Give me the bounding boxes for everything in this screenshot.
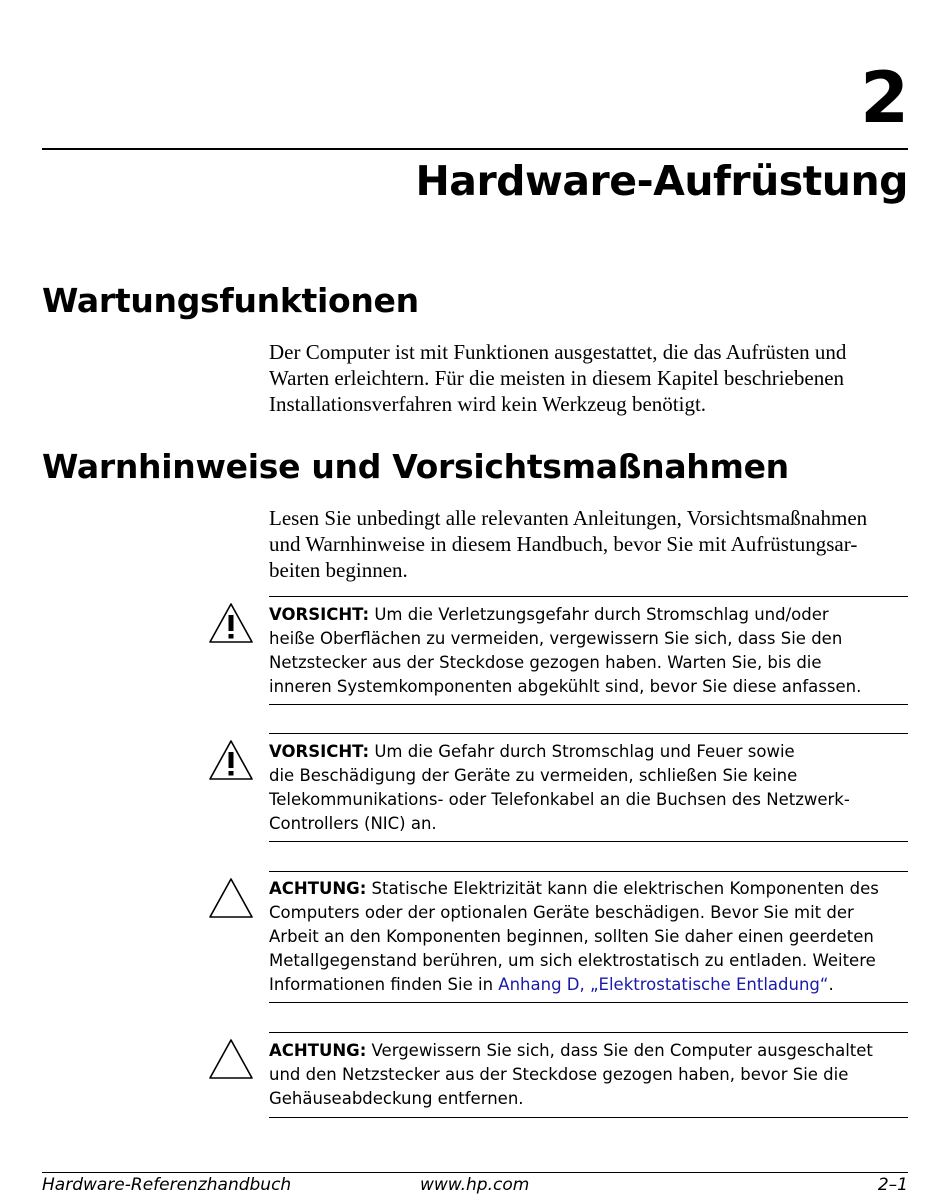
notice-line: Vergewissern Sie sich, dass Sie den Computer ausgeschaltet — [366, 1041, 873, 1060]
footer-website: www.hp.com — [420, 1175, 530, 1195]
paragraph-line: Installationsverfahren wird kein Werkzeug benötigt. — [269, 392, 707, 416]
notice-first-line — [269, 1039, 909, 1063]
notice-top-rule — [269, 871, 908, 872]
notice-first-line — [269, 740, 909, 764]
notice-line: heiße Oberflächen zu vermeiden, vergewissern Sie sich, dass Sie den — [269, 629, 843, 648]
warning-exclamation-triangle-icon — [208, 739, 254, 781]
section-paragraph-warnhinweise — [269, 505, 919, 583]
paragraph-line: Der Computer ist mit Funktionen ausgestattet, die das Aufrüsten und — [269, 340, 847, 364]
notice-line: Gehäuseabdeckung entfernen. — [269, 1089, 524, 1108]
notice-label: ACHTUNG: — [269, 879, 367, 898]
notice-bottom-rule — [269, 704, 908, 705]
notice-line: Arbeit an den Komponenten beginnen, sollten Sie daher einen geerdeten — [269, 927, 874, 946]
notice-line: Um die Gefahr durch Stromschlag und Feuer sowie — [369, 742, 795, 761]
notice-bottom-rule — [269, 1117, 908, 1118]
caution-triangle-icon — [208, 877, 254, 919]
caution-triangle-icon — [208, 1038, 254, 1080]
notice-label: ACHTUNG: — [269, 1041, 367, 1060]
notice-label: VORSICHT: — [269, 605, 370, 624]
notice-top-rule — [269, 1032, 908, 1033]
caution-notice — [269, 1039, 909, 1111]
footer-page-number: 2–1 — [877, 1175, 908, 1195]
notice-bottom-rule — [269, 841, 908, 842]
footer-manual-title: Hardware-Referenzhandbuch — [42, 1175, 292, 1195]
notice-line: Netzstecker aus der Steckdose gezogen haben. Warten Sie, bis die — [269, 653, 822, 672]
footer-divider — [42, 1172, 908, 1173]
notice-last-line — [269, 973, 909, 997]
notice-label: VORSICHT: — [269, 742, 370, 761]
notice-bottom-rule — [269, 1002, 908, 1003]
paragraph-line: und Warnhinweise in diesem Handbuch, bevor Sie mit Aufrüstungsar- — [269, 532, 858, 556]
notice-line: inneren Systemkomponenten abgekühlt sind, bevor Sie diese anfassen. — [269, 677, 862, 696]
notice-line-suffix: . — [828, 975, 834, 994]
notice-line: Metallgegenstand berühren, um sich elektrostatisch zu entladen. Weitere — [269, 951, 876, 970]
notice-line-prefix: Informationen finden Sie in — [269, 975, 499, 994]
section-heading-wartungsfunktionen: Wartungsfunktionen — [42, 281, 419, 320]
chapter-number: 2 — [860, 57, 908, 139]
notice-first-line — [269, 877, 909, 901]
notice-top-rule — [269, 733, 908, 734]
notice-line: die Beschädigung der Geräte zu vermeiden, schließen Sie keine — [269, 766, 798, 785]
warning-exclamation-triangle-icon — [208, 602, 254, 644]
section-paragraph-wartungsfunktionen — [269, 339, 919, 417]
chapter-divider — [42, 148, 908, 150]
section-heading-warnhinweise: Warnhinweise und Vorsichtsmaßnahmen — [42, 447, 789, 486]
paragraph-line: Lesen Sie unbedingt alle relevanten Anleitungen, Vorsichtsmaßnahmen — [269, 506, 868, 530]
caution-notice — [269, 877, 909, 997]
notice-first-line — [269, 603, 909, 627]
notice-line: Statische Elektrizität kann die elektrischen Komponenten des — [366, 879, 879, 898]
notice-line: Telekommunikations- oder Telefonkabel an die Buchsen des Netzwerk- — [269, 790, 850, 809]
paragraph-line: Warten erleichtern. Für die meisten in diesem Kapitel beschriebenen — [269, 366, 845, 390]
notice-line: Um die Verletzungsgefahr durch Stromschlag und/oder — [369, 605, 829, 624]
warning-notice — [269, 740, 909, 836]
chapter-title: Hardware-Aufrüstung — [415, 157, 908, 205]
notice-top-rule — [269, 596, 908, 597]
appendix-d-link[interactable]: Anhang D, „Elektrostatische Entladung“ — [498, 975, 829, 994]
paragraph-line: beiten beginnen. — [269, 558, 408, 582]
warning-notice — [269, 603, 909, 699]
notice-line: Controllers (NIC) an. — [269, 814, 437, 833]
notice-line: Computers oder der optionalen Geräte beschädigen. Bevor Sie mit der — [269, 903, 854, 922]
notice-line: und den Netzstecker aus der Steckdose gezogen haben, bevor Sie die — [269, 1065, 849, 1084]
